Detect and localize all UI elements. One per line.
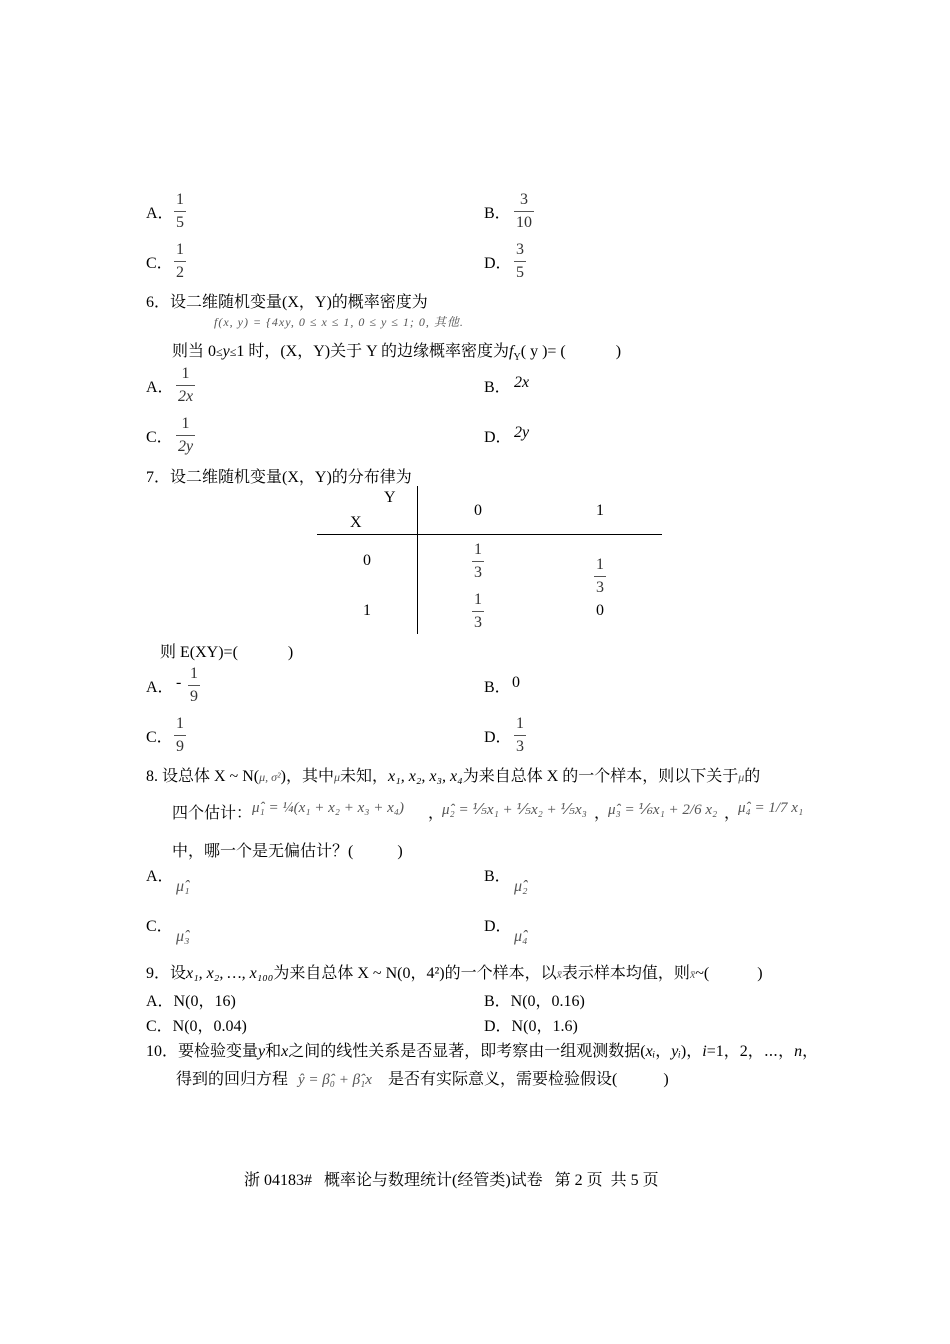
q7-option-a-label: A． — [146, 679, 174, 696]
table-cell: 0 — [596, 602, 604, 619]
q7-option-c-fraction: $\frac{1}{9}$ — [176, 715, 184, 755]
table-row-label: 0 — [363, 552, 371, 569]
table-vertical-rule — [417, 486, 418, 634]
q9-option-a: A．N(0，16) — [146, 993, 236, 1010]
table-row-label: 1 — [363, 602, 371, 619]
table-cell: $\frac{1}{3}$ — [474, 591, 482, 631]
q8-option-a-value: μ̂₁ — [176, 878, 190, 895]
q7-option-c-label: C． — [146, 729, 173, 746]
q7-option-b-label: B． — [484, 679, 511, 696]
q5-option-a-fraction: $\frac{1}{5}$ — [176, 191, 184, 231]
q7-stem: 7．设二维随机变量(X，Y)的分布律为 — [146, 469, 412, 486]
q8-option-d-value: μ̂₄ — [514, 928, 528, 945]
q8-estimator-2: μ̂₂ = ⅕x₁ + ⅕x₂ + ⅕x₃ — [442, 802, 587, 818]
q8-option-c-value: μ̂₃ — [176, 928, 190, 945]
q6-option-a-fraction: $\frac{1}{2x}$ — [178, 365, 194, 405]
q5-option-a-label: A． — [146, 205, 174, 222]
page-footer: 浙 04183# 概率论与数理统计(经管类)试卷 第 2 页 共 5 页 — [244, 1172, 659, 1189]
q8-question: 中，哪一个是无偏估计？( ) — [172, 843, 403, 860]
table-horizontal-rule — [317, 534, 662, 535]
table-col-label: 1 — [596, 502, 604, 519]
q6-option-d-label: D． — [484, 429, 512, 446]
q8-estimator-3: μ̂₃ = ⅙x₁ + 2/6 x₂ — [608, 802, 718, 818]
q8-option-b-label: B． — [484, 868, 511, 885]
table-col-label: 0 — [474, 502, 482, 519]
table-cell: $\frac{1}{3}$ — [596, 556, 604, 596]
q7-option-a-sign: - — [176, 674, 182, 691]
q8-separator: ， — [594, 805, 611, 822]
q9-option-d: D．N(0，1.6) — [484, 1018, 578, 1035]
q7-ask: 则 E(XY)=( ) — [160, 644, 294, 661]
q8-stem: 8. 设总体 X ~ N(μ, σ²)，其中μ未知，x₁, x₂, x₃, x₄为来自总体 X 的一个样本，则以下关于μ的 — [146, 768, 761, 785]
q10-line2-rest: 是否有实际意义，需要检验假设( ) — [388, 1071, 669, 1088]
table-row-header: X — [350, 514, 362, 531]
q6-option-c-fraction: $\frac{1}{2y}$ — [178, 415, 194, 455]
q7-option-a-fraction: $\frac{1}{9}$ — [190, 665, 198, 705]
q9-stem: 9．设x₁, x₂, …, x₁₀₀为来自总体 X ~ N(0，4²)的一个样本，以x̄表示样本均值，则x̄~( ) — [146, 965, 763, 982]
q7-option-d-label: D． — [484, 729, 512, 746]
q5-option-b-label: B． — [484, 205, 511, 222]
q8-estimator-4: μ̂₄ = 1/7 x₁ — [738, 800, 804, 816]
q8-separator: ， — [724, 805, 741, 822]
q9-option-b: B．N(0，0.16) — [484, 993, 585, 1010]
q6-option-a-label: A． — [146, 379, 174, 396]
q8-option-a-label: A． — [146, 868, 174, 885]
q5-option-c-fraction: $\frac{1}{2}$ — [176, 241, 184, 281]
q9-option-c: C．N(0，0.04) — [146, 1018, 247, 1035]
q6-option-d-value: 2y — [514, 424, 530, 441]
q6-density-formula: f(x, y) = {4xy, 0 ≤ x ≤ 1, 0 ≤ y ≤ 1; 0, 其他. — [214, 315, 464, 329]
q8-option-d-label: D． — [484, 918, 512, 935]
q5-option-b-fraction: $\frac{3}{10}$ — [516, 191, 532, 231]
q8-option-b-value: μ̂₂ — [514, 878, 528, 895]
q10-line2-prefix: 得到的回归方程 — [176, 1071, 289, 1088]
q8-separator: ， — [428, 805, 445, 822]
q5-option-d-label: D． — [484, 255, 512, 272]
q8-estimator-1: μ̂₁ = ¼(x₁ + x₂ + x₃ + x₄) — [252, 800, 404, 816]
q7-option-b-value: 0 — [512, 674, 520, 691]
q6-option-b-value: 2x — [514, 374, 530, 391]
q8-option-c-label: C． — [146, 918, 173, 935]
q8-estimators-label: 四个估计： — [172, 805, 253, 822]
q10-line1: 10．要检验变量y和x之间的线性关系是否显著，即考察由一组观测数据(xᵢ，yᵢ)，i=1，2，⋯，n， — [146, 1043, 819, 1060]
table-col-header: Y — [384, 489, 396, 506]
q5-option-d-fraction: $\frac{3}{5}$ — [516, 241, 524, 281]
q6-option-c-label: C． — [146, 429, 173, 446]
table-cell: $\frac{1}{3}$ — [474, 541, 482, 581]
q5-option-c-label: C． — [146, 255, 173, 272]
q6-line2: 则当 0≤y≤1 时，(X，Y)关于 Y 的边缘概率密度为$f_Y$( y )= ( ) — [172, 343, 622, 364]
q10-regression-equation: ŷ = β̂₀ + β̂₁x — [298, 1072, 372, 1088]
q7-option-d-fraction: $\frac{1}{3}$ — [516, 715, 524, 755]
q6-stem: 6．设二维随机变量(X，Y)的概率密度为 — [146, 294, 428, 311]
q6-option-b-label: B． — [484, 379, 511, 396]
